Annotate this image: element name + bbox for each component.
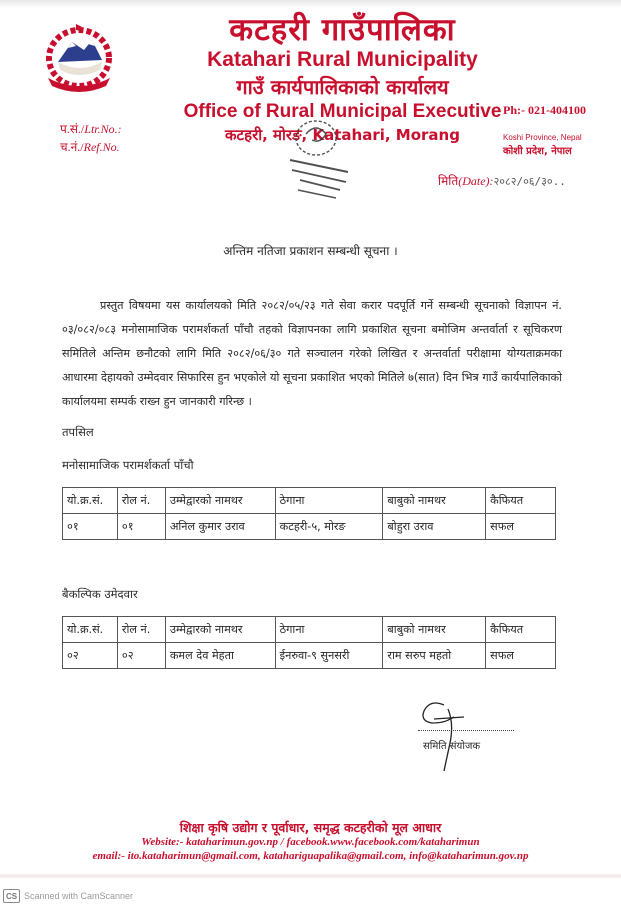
cell-address: ईनरुवा-९ सुनसरी bbox=[275, 643, 383, 669]
office-address: कटहरी, मोरङ, Katahari, Morang bbox=[225, 126, 460, 144]
scan-top-shade bbox=[0, 0, 621, 8]
camscanner-logo-icon: CS bbox=[3, 889, 20, 903]
table-row bbox=[63, 514, 556, 540]
signature-line bbox=[418, 730, 514, 731]
selected-candidates-table bbox=[62, 487, 556, 540]
cell-roll-no: ०१ bbox=[117, 514, 165, 540]
reference-number-label-en: Ref.No. bbox=[83, 140, 120, 154]
office-stamp-icon bbox=[270, 110, 368, 204]
table-header-row bbox=[63, 488, 556, 514]
reference-number-label bbox=[60, 138, 120, 155]
header-remarks: कैफियत bbox=[486, 488, 556, 514]
camscanner-watermark bbox=[3, 889, 133, 903]
header-candidate-name: उम्मेद्वारको नामथर bbox=[165, 617, 275, 643]
header-address: ठेगाना bbox=[275, 617, 383, 643]
scan-bottom-shade bbox=[0, 873, 621, 879]
details-label: तपसिल bbox=[62, 425, 94, 439]
cell-father-name: बोहुरा उराव bbox=[383, 514, 486, 540]
cell-remarks: सफल bbox=[486, 643, 556, 669]
header-roll-no: रोल नं. bbox=[117, 617, 165, 643]
letter-number-label-ne: प.सं./ bbox=[60, 122, 85, 136]
notice-body: प्रस्तुत विषयमा यस कार्यालयको मिति २०८२/०५/२३ गते सेवा करार पदपूर्ति गर्ने सम्बन्धी सूचनाको विज्ञापन नं. ०३/०८२/०८३ मनोसामाजिक परामर्शकर्ता पाँचौ तहको विज्ञापनका लागि प्रकाशित सूचना बमोजिम अन्तर्वार्ता र सूचिकरण समितिले अन्तिम छनौटको लागि मिति २०८२/०६/३० गते सञ्चालन गरेको लिखित र अन्तर्वार्ता परीक्षामा योग्यताक्रमका आधारमा देहायको उम्मेदवार सिफारिस हुन भएकोले यो सूचना प्रकाशित भएको मितिले ७(सात) दिन भित्र गाउँ कार्यपालिकाको कार्यालयमा सम्पर्क राख्न हुन जानकारी गरिन्छ । bbox=[62, 299, 562, 408]
cell-remarks: सफल bbox=[486, 514, 556, 540]
table-header-row bbox=[63, 617, 556, 643]
cell-address: कटहरी-५, मोरङ bbox=[275, 514, 383, 540]
date-label-en: (Date): bbox=[458, 174, 494, 188]
header-address: ठेगाना bbox=[275, 488, 383, 514]
phone-number: Ph:- 021-404100 bbox=[503, 103, 586, 117]
notice-subject: अन्तिम नतिजा प्रकाशन सम्बन्धी सूचना । bbox=[223, 244, 398, 258]
cell-roll-no: ०२ bbox=[117, 643, 165, 669]
footer-website: Website:- kataharimun.gov.np / facebook.www.facebook.com/kataharimun bbox=[141, 836, 480, 848]
signatory-title: समिति संयोजक bbox=[423, 741, 481, 752]
section-title-selected: मनोसामाजिक परामर्शकर्ता पाँचौ bbox=[62, 458, 194, 472]
letter-date bbox=[438, 172, 566, 189]
footer-email: email:- ito.kataharimun@gmail.com, katahariguapalika@gmail.com, info@kataharimun.gov.np bbox=[92, 850, 529, 862]
province-nepali: कोशी प्रदेश, नेपाल bbox=[503, 146, 572, 157]
cell-serial-no: ०१ bbox=[63, 514, 118, 540]
cell-candidate-name: अनिल कुमार उराव bbox=[165, 514, 275, 540]
date-value: २०८२/०६/३०.. bbox=[493, 175, 566, 188]
municipality-name-english: Katahari Rural Municipality bbox=[207, 48, 478, 71]
municipality-name-nepali: कटहरी गाउँपालिका bbox=[229, 12, 456, 48]
date-label-ne: मिति bbox=[438, 174, 459, 188]
province-english: Koshi Province, Nepal bbox=[503, 133, 582, 142]
date-label bbox=[438, 174, 494, 188]
header-roll-no: रोल नं. bbox=[117, 488, 165, 514]
header-father-name: बाबुको नामथर bbox=[383, 617, 486, 643]
header-serial-no: यो.क्र.सं. bbox=[63, 617, 118, 643]
reference-number-label-ne: च.नं./ bbox=[60, 140, 84, 154]
section-title-alternate: बैकल्पिक उमेदवार bbox=[62, 587, 138, 601]
header-father-name: बाबुको नामथर bbox=[383, 488, 486, 514]
cell-candidate-name: कमल देव मेहता bbox=[165, 643, 275, 669]
letter-number-label-en: Ltr.No.: bbox=[84, 122, 122, 136]
office-name-nepali: गाउँ कार्यपालिकाको कार्यालय bbox=[236, 75, 449, 99]
footer-slogan: शिक्षा कृषि उद्योग र पूर्वाधार, समृद्ध कटहरीको मूल आधार bbox=[179, 820, 442, 835]
header-serial-no: यो.क्र.सं. bbox=[63, 488, 118, 514]
handwritten-signature-icon bbox=[410, 693, 490, 773]
camscanner-text: Scanned with CamScanner bbox=[24, 891, 134, 901]
alternate-candidates-table bbox=[62, 616, 556, 669]
letter-number-label bbox=[60, 120, 122, 137]
header-remarks: कैफियत bbox=[486, 617, 556, 643]
office-name-english: Office of Rural Municipal Executive bbox=[183, 101, 502, 122]
table-row bbox=[63, 643, 556, 669]
cell-serial-no: ०२ bbox=[63, 643, 118, 669]
cell-father-name: राम सरुप महतो bbox=[383, 643, 486, 669]
header-candidate-name: उम्मेद्वारको नामथर bbox=[165, 488, 275, 514]
